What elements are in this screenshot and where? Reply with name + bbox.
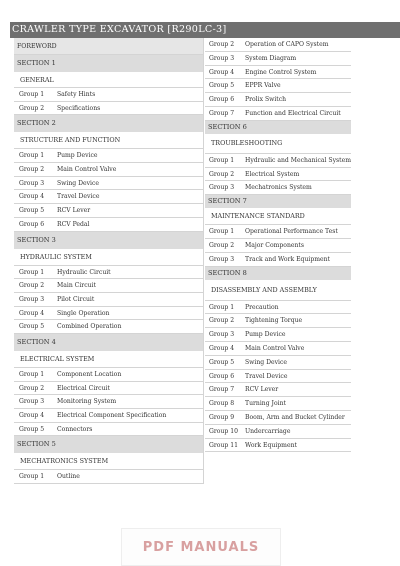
entry-title: System Diagram: [245, 54, 297, 62]
group-number: Group 4: [209, 344, 235, 352]
entry-title: Turning Joint: [245, 400, 286, 408]
entry-title: Main Circuit: [57, 282, 96, 290]
toc-entry[interactable]: [14, 293, 204, 307]
entry-title: Main Control Valve: [57, 166, 117, 174]
toc-entry[interactable]: [205, 239, 351, 253]
group-number: Group 11: [209, 441, 238, 449]
toc-entry[interactable]: [14, 307, 204, 321]
entry-title: Pump Device: [57, 152, 98, 160]
toc-entry[interactable]: [14, 382, 204, 396]
toc-entry[interactable]: [205, 38, 351, 52]
entry-title: Operational Performance Test: [245, 228, 338, 236]
entry-title: Electrical Circuit: [57, 384, 110, 392]
section-subtitle: HYDRAULIC SYSTEM: [14, 249, 204, 266]
section-subtitle: GENERAL: [14, 72, 204, 88]
section-header[interactable]: SECTION 4: [14, 334, 204, 351]
section-subtitle: TROUBLESHOOTING: [205, 134, 351, 154]
toc-entry[interactable]: [14, 88, 204, 102]
toc-entry[interactable]: [205, 342, 351, 356]
entry-title: Mechatronics System: [245, 184, 312, 192]
entry-title: Engine Control System: [245, 68, 317, 76]
entry-title: Connectors: [57, 425, 93, 433]
group-number: Group 7: [209, 109, 235, 117]
entry-title: Electrical Component Specification: [57, 412, 167, 419]
entry-title: Hydraulic and Mechanical System: [245, 156, 351, 164]
entry-title: Boom, Arm and Bucket Cylinder: [245, 413, 345, 421]
group-number: Group 3: [19, 295, 45, 303]
group-number: Group 3: [209, 331, 235, 339]
group-number: Group 1: [19, 152, 45, 160]
section-header[interactable]: SECTION 2: [14, 115, 204, 132]
entry-title: Function and Electrical Circuit: [245, 109, 341, 117]
group-number: Group 3: [209, 255, 235, 263]
toc-entry[interactable]: [205, 383, 351, 397]
toc-entry[interactable]: [205, 181, 351, 195]
toc-entry[interactable]: [14, 470, 204, 484]
group-number: Group 5: [19, 323, 45, 331]
section-header[interactable]: SECTION 5: [14, 436, 204, 453]
group-number: Group 2: [19, 166, 45, 174]
group-number: Group 6: [209, 96, 235, 104]
toc-entry[interactable]: [14, 409, 204, 423]
toc-entry[interactable]: [14, 266, 204, 280]
toc-entry[interactable]: [205, 370, 351, 384]
section-subtitle: DISASSEMBLY AND ASSEMBLY: [205, 280, 351, 301]
toc-entry[interactable]: [14, 163, 204, 177]
group-number: Group 2: [19, 384, 45, 392]
entry-title: RCV Lever: [245, 386, 279, 394]
watermark-logo: [121, 528, 281, 566]
toc-entry[interactable]: [205, 356, 351, 370]
toc-entry[interactable]: [14, 368, 204, 382]
entry-title: Swing Device: [57, 179, 100, 187]
toc-entry[interactable]: [14, 423, 204, 437]
toc-entry[interactable]: [14, 149, 204, 163]
toc-entry[interactable]: [205, 301, 351, 315]
group-number: Group 1: [209, 228, 235, 236]
entry-title: Precaution: [245, 303, 279, 311]
entry-title: Swing Device: [245, 358, 288, 366]
group-number: Group 7: [209, 386, 235, 394]
group-number: Group 1: [209, 303, 235, 311]
group-number: Group 2: [19, 282, 45, 290]
entry-title: Main Control Valve: [245, 344, 305, 352]
section-subtitle: ELECTRICAL SYSTEM: [14, 351, 204, 368]
toc-entry[interactable]: [14, 218, 204, 232]
group-number: Group 2: [19, 104, 45, 112]
group-number: Group 10: [209, 427, 238, 435]
section-header[interactable]: SECTION 8: [205, 267, 351, 280]
entry-title: Work Equipment: [245, 441, 297, 449]
entry-title: Electrical System: [245, 170, 300, 178]
toc-entry[interactable]: [14, 320, 204, 334]
group-number: Group 5: [19, 425, 45, 433]
group-number: Group 4: [209, 68, 235, 76]
toc-entry[interactable]: [205, 52, 351, 66]
group-number: Group 5: [209, 82, 235, 90]
group-number: Group 1: [19, 473, 45, 481]
section-header[interactable]: SECTION 7: [205, 195, 351, 208]
toc-entry[interactable]: [14, 279, 204, 293]
group-number: Group 5: [209, 358, 235, 366]
toc-entry[interactable]: [205, 411, 351, 425]
group-number: Group 4: [19, 412, 45, 419]
watermark-text: PDF MANUALS: [142, 540, 260, 555]
group-number: Group 2: [209, 241, 235, 249]
entry-title: Outline: [57, 473, 80, 481]
group-number: Group 2: [209, 41, 235, 48]
group-number: Group 9: [209, 413, 235, 421]
toc-entry[interactable]: [205, 314, 351, 328]
toc-entry[interactable]: [205, 328, 351, 342]
toc-left-column: [14, 38, 204, 484]
entry-title: Prolix Switch: [245, 96, 287, 104]
toc-entry[interactable]: [205, 425, 351, 439]
toc-entry[interactable]: [205, 439, 351, 453]
group-number: Group 5: [19, 207, 45, 215]
section-subtitle: MECHATRONICS SYSTEM: [14, 453, 204, 470]
group-number: Group 6: [19, 220, 45, 228]
entry-title: Hydraulic Circuit: [57, 268, 111, 276]
entry-title: Operation of CAPO System: [245, 41, 329, 48]
group-number: Group 8: [209, 400, 235, 408]
group-number: Group 3: [19, 179, 45, 187]
group-number: Group 6: [209, 372, 235, 380]
toc-entry[interactable]: [205, 225, 351, 239]
group-number: Group 3: [209, 54, 235, 62]
toc-entry[interactable]: [205, 168, 351, 182]
entry-title: EPPR Valve: [245, 82, 281, 90]
entry-title: Travel Device: [57, 193, 100, 201]
toc-entry[interactable]: [14, 204, 204, 218]
entry-title: Monitoring System: [57, 398, 117, 406]
group-number: Group 2: [209, 317, 235, 325]
entry-title: Combined Operation: [57, 323, 122, 331]
toc-entry[interactable]: [205, 253, 351, 267]
entry-title: Component Location: [57, 370, 122, 378]
toc-entry[interactable]: [205, 93, 351, 107]
toc-entry[interactable]: [205, 107, 351, 121]
group-number: Group 4: [19, 309, 45, 317]
group-number: Group 3: [209, 184, 235, 192]
group-number: Group 4: [19, 193, 45, 201]
entry-title: Tightening Torque: [245, 317, 303, 325]
document-title: CRAWLER TYPE EXCAVATOR [R290LC-3]: [10, 22, 400, 38]
section-header[interactable]: SECTION 3: [14, 232, 204, 249]
toc-entry[interactable]: [14, 177, 204, 191]
entry-title: Track and Work Equipment: [245, 255, 330, 263]
entry-title: Major Components: [245, 241, 304, 249]
section-subtitle: STRUCTURE AND FUNCTION: [14, 132, 204, 149]
group-number: Group 1: [209, 156, 235, 164]
section-header[interactable]: SECTION 6: [205, 121, 351, 134]
toc-entry[interactable]: [14, 190, 204, 204]
entry-title: Pilot Circuit: [57, 295, 95, 303]
entry-title: RCV Lever: [57, 207, 91, 215]
entry-title: Undercarriage: [245, 427, 291, 435]
toc-entry[interactable]: [205, 154, 351, 168]
entry-title: Travel Device: [245, 372, 288, 380]
entry-title: RCV Pedal: [57, 220, 90, 228]
toc-entry[interactable]: [14, 395, 204, 409]
section-header[interactable]: SECTION 1: [14, 55, 204, 72]
toc-entry[interactable]: [205, 66, 351, 80]
entry-title: Pump Device: [245, 331, 286, 339]
group-number: Group 3: [19, 398, 45, 406]
toc-entry[interactable]: [205, 397, 351, 411]
toc-entry[interactable]: [14, 102, 204, 116]
group-number: Group 1: [19, 370, 45, 378]
group-number: Group 2: [209, 170, 235, 178]
section-subtitle: MAINTENANCE STANDARD: [205, 208, 351, 225]
group-number: Group 1: [19, 91, 45, 98]
toc-right-column: [205, 38, 351, 452]
entry-title: Safety Hints: [57, 91, 96, 98]
toc-entry[interactable]: [205, 79, 351, 93]
entry-title: Specifications: [57, 104, 101, 112]
foreword-link[interactable]: FOREWORD: [14, 38, 204, 55]
group-number: Group 1: [19, 268, 45, 276]
entry-title: Single Operation: [57, 309, 110, 317]
